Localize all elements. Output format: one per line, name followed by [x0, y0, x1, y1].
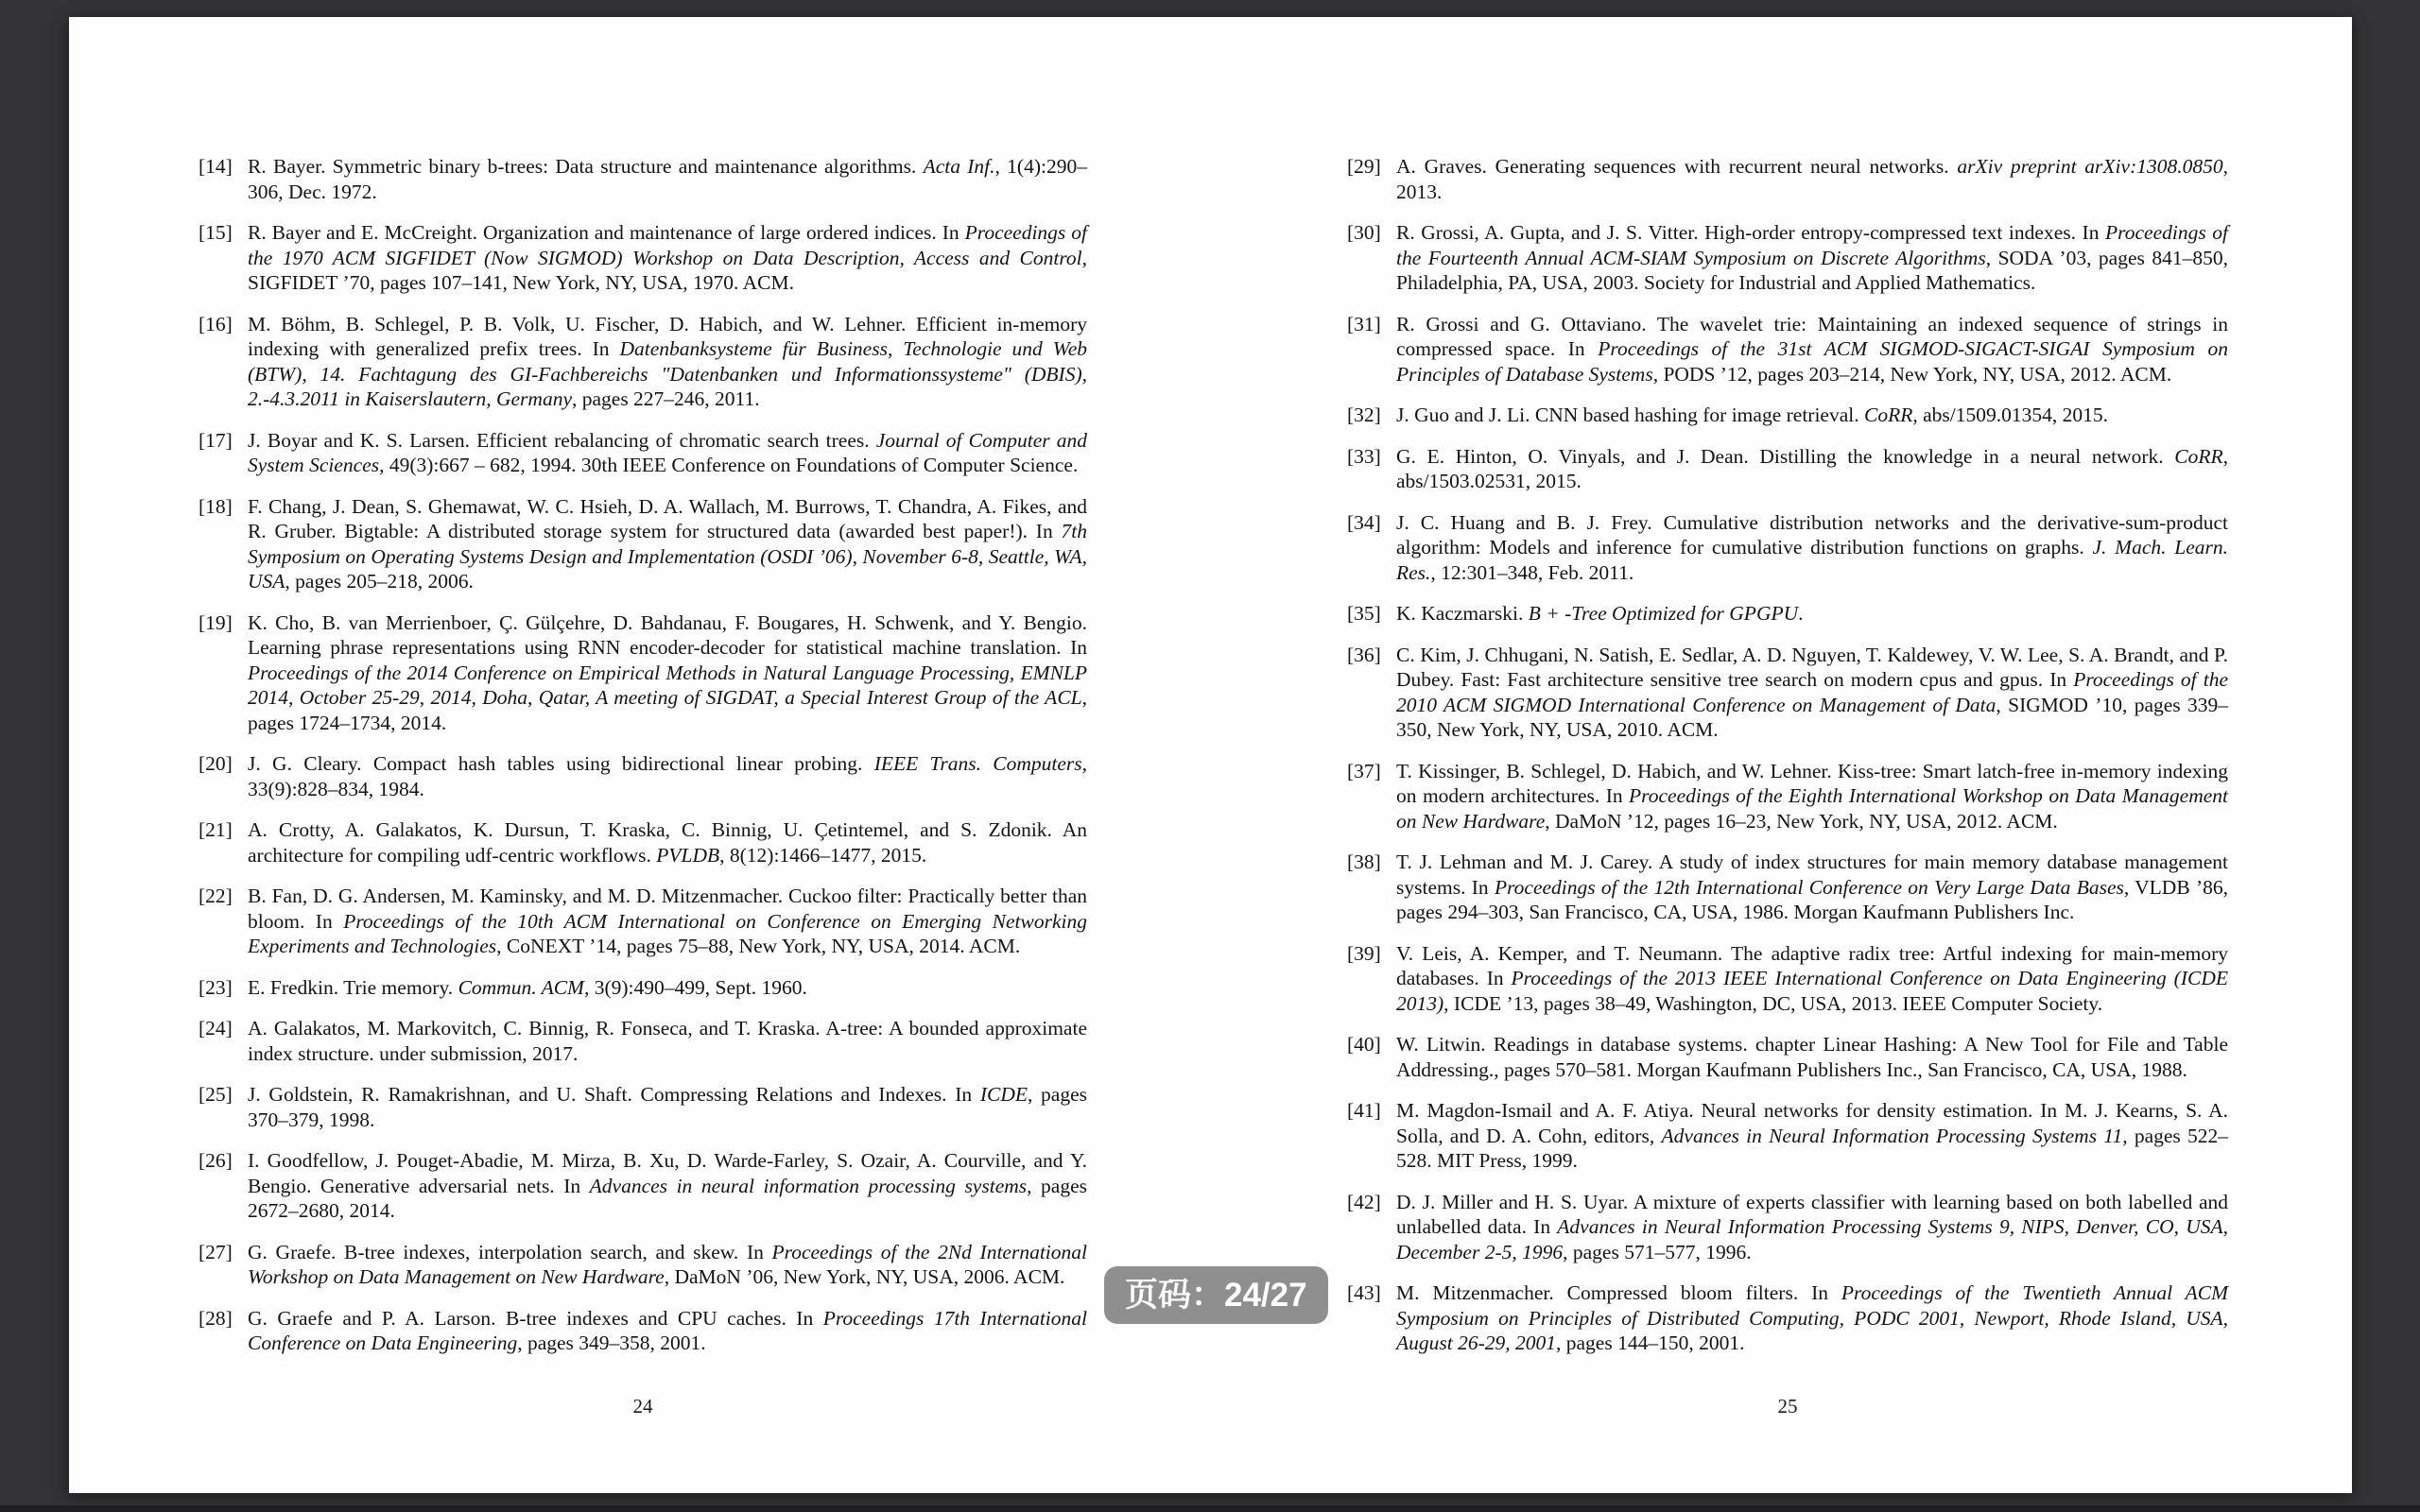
reference-text: , DaMoN ’06, New York, NY, USA, 2006. ACM. [664, 1265, 1065, 1288]
reference-number: [31] [1347, 312, 1381, 335]
reference-text: , ICDE ’13, pages 38–49, Washington, DC, USA, 2013. IEEE Computer Society. [1443, 991, 2103, 1015]
reference-item [199, 1082, 1087, 1132]
reference-venue-italic: Proceedings of the Twentieth Annual ACM Symposium on Principles of Distributed Computing, PODC 2001, Newport, Rhode Island, USA, August 26-29, 2001 [1396, 1281, 2228, 1354]
reference-item [199, 1306, 1087, 1356]
reference-text: , VLDB ’86, pages 294–303, San Francisco, CA, USA, 1986. Morgan Kaufmann Publishers Inc. [1396, 875, 2228, 923]
reference-text: C. Kim, J. Chhugani, N. Satish, E. Sedlar, A. D. Nguyen, T. Kaldewey, V. W. Lee, S. A. Brandt, and P. Dubey. Fast: Fast architecture sensitive tree search on modern cpus and gpus. In [1396, 643, 2228, 691]
reference-venue-italic: PVLDB [656, 843, 720, 867]
reference-number: [26] [199, 1149, 233, 1172]
reference-item [1347, 643, 2228, 743]
reference-text: J. Boyar and K. S. Larsen. Efficient rebalancing of chromatic search trees. [248, 428, 876, 452]
reference-venue-italic: Proceedings of the Eighth International Workshop on Data Management on New Hardware [1396, 784, 2228, 833]
reference-venue-italic: CoRR [1863, 404, 1913, 426]
reference-number: [38] [1347, 850, 1381, 873]
reference-number: [42] [1347, 1190, 1381, 1213]
reference-number: [39] [1347, 941, 1381, 965]
reference-text: , pages 2672–2680, 2014. [248, 1174, 1087, 1222]
reference-text: , pages 1724–1734, 2014. [248, 686, 1087, 734]
reference-text: , pages 144–150, 2001. [1556, 1332, 1745, 1354]
reference-venue-italic: Proceedings of the 12th International Conference on Very Large Data Bases [1494, 875, 2124, 899]
reference-item [1347, 1098, 2228, 1174]
reference-venue-italic: 7th Symposium on Operating Systems Design and Implementation (OSDI ’06), November 6-8, Seattle, WA, USA [248, 520, 1087, 593]
reference-text: R. Bayer. Symmetric binary b-trees: Data structure and maintenance algorithms. [248, 155, 924, 178]
reference-text: J. G. Cleary. Compact hash tables using bidirectional linear probing. [248, 752, 874, 775]
reference-number: [33] [1347, 444, 1381, 468]
reference-item [1347, 601, 2228, 627]
reference-text: , pages 571–577, 1996. [1563, 1240, 1752, 1263]
reference-text: . [1798, 602, 1804, 625]
reference-number: [20] [199, 752, 233, 775]
reference-venue-italic: Advances in Neural Information Processing Systems 9, NIPS, Denver, CO, USA, December 2-5, 1996 [1396, 1215, 2228, 1263]
references-list-right [1347, 154, 2228, 1372]
reference-venue-italic: Proceedings of the 2010 ACM SIGMOD International Conference on Management of Data [1396, 668, 2228, 716]
reference-venue-italic: arXiv preprint arXiv:1308.0850 [1957, 155, 2223, 178]
reference-text: M. Mitzenmacher. Compressed bloom filters. In [1396, 1281, 1841, 1304]
reference-text: T. J. Lehman and M. J. Carey. A study of index structures for main memory database management systems. In [1396, 850, 2228, 899]
reference-text: A. Graves. Generating sequences with recurrent neural networks. [1396, 155, 1958, 178]
reference-venue-italic: Advances in Neural Information Processing Systems 11 [1661, 1124, 2123, 1147]
reference-item [199, 1016, 1087, 1066]
reference-item [1347, 312, 2228, 387]
page-indicator-overlay [1104, 1266, 1328, 1324]
reference-number: [43] [1347, 1281, 1381, 1304]
reference-number: [16] [199, 312, 233, 335]
reference-number: [29] [1347, 155, 1381, 178]
reference-text: A. Galakatos, M. Markovitch, C. Binnig, R. Fonseca, and T. Kraska. A-tree: A bounded approximate index structure. under submission, 2017. [248, 1017, 1087, 1065]
reference-text: A. Crotty, A. Galakatos, K. Dursun, T. Kraska, C. Binnig, U. Çetintemel, and S. Zdonik. An architecture for compiling udf-centric workflows. [248, 818, 1087, 867]
reference-venue-italic: Proceedings 17th International Conference on Data Engineering [248, 1306, 1087, 1354]
reference-number: [41] [1347, 1099, 1381, 1122]
reference-text: , 12:301–348, Feb. 2011. [1430, 560, 1634, 584]
reference-item [1347, 444, 2228, 494]
reference-number: [18] [199, 494, 233, 518]
reference-item [1347, 220, 2228, 296]
reference-text: , 1(4):290–306, Dec. 1972. [248, 155, 1087, 203]
reference-text: K. Cho, B. van Merrienboer, Ç. Gülçehre, D. Bahdanau, F. Bougares, H. Schwenk, and Y. Bengio. Learning phrase representations using RNN encoder-decoder for statistical machine translation. In [248, 610, 1087, 659]
reference-item [199, 312, 1087, 412]
reference-text: , abs/1503.02531, 2015. [1396, 444, 2228, 492]
reference-item [199, 884, 1087, 959]
reference-venue-italic: Journal of Computer and System Sciences [248, 428, 1087, 476]
reference-venue-italic: J. Mach. Learn. Res. [1396, 536, 2228, 584]
reference-item [199, 975, 1087, 1001]
reference-text: F. Chang, J. Dean, S. Ghemawat, W. C. Hsieh, D. A. Wallach, M. Burrows, T. Chandra, A. Fikes, and R. Gruber. Bigtable: A distributed storage system for structured data (awarded best paper!). In [248, 494, 1087, 542]
reference-venue-italic: Advances in neural information processing systems [589, 1174, 1028, 1197]
reference-venue-italic: Proceedings of the 2014 Conference on Empirical Methods in Natural Language Processing, EMNLP 2014, October 25-29, 2014, Doha, Qatar, A meeting of SIGDAT, a Special Interest Group of the ACL [248, 661, 1087, 709]
reference-text: D. J. Miller and H. S. Uyar. A mixture of experts classifier with learning based on both labelled and unlabelled data. In [1396, 1190, 2228, 1238]
reference-venue-italic: B + -Tree Optimized for GPGPU [1528, 602, 1799, 625]
reference-item [199, 220, 1087, 296]
reference-text: V. Leis, A. Kemper, and T. Neumann. The adaptive radix tree: Artful indexing for main-memory databases. In [1396, 941, 2228, 989]
reference-text: , 2013. [1396, 155, 2228, 203]
reference-number: [37] [1347, 759, 1381, 782]
reference-text: K. Kaczmarski. [1396, 602, 1529, 625]
reference-text: M. Böhm, B. Schlegel, P. B. Volk, U. Fischer, D. Habich, and W. Lehner. Efficient in-memory indexing with generalized prefix trees. In [248, 312, 1087, 360]
reference-item [199, 428, 1087, 478]
reference-text: , 49(3):667 – 682, 1994. 30th IEEE Conference on Foundations of Computer Science. [379, 454, 1079, 476]
reference-text: M. Magdon-Ismail and A. F. Atiya. Neural networks for density estimation. In M. J. Kearns, S. A. Solla, and D. A. Cohn, editors, [1396, 1099, 2228, 1147]
reference-text: , 33(9):828–834, 1984. [248, 752, 1087, 800]
reference-number: [19] [199, 610, 233, 634]
reference-text: , DaMoN ’12, pages 16–23, New York, NY, USA, 2012. ACM. [1545, 809, 2058, 833]
bottom-edge-strip [0, 1505, 2420, 1512]
reference-text: R. Grossi and G. Ottaviano. The wavelet trie: Maintaining an indexed sequence of strings in compressed space. In [1396, 312, 2228, 360]
reference-item [199, 494, 1087, 594]
reference-text: , SIGMOD ’10, pages 339–350, New York, NY, USA, 2010. ACM. [1396, 693, 2228, 741]
reference-text: J. Guo and J. Li. CNN based hashing for image retrieval. [1396, 404, 1864, 426]
reference-text: , pages 370–379, 1998. [248, 1083, 1087, 1131]
reference-item [1347, 1032, 2228, 1082]
reference-number: [17] [199, 428, 233, 452]
reference-item [199, 1148, 1087, 1224]
reference-text: , PODS ’12, pages 203–214, New York, NY, USA, 2012. ACM. [1652, 362, 2172, 386]
reference-number: [28] [199, 1306, 233, 1330]
reference-text: , pages 205–218, 2006. [285, 570, 474, 593]
reference-item [1347, 510, 2228, 586]
reference-text: E. Fredkin. Trie memory. [248, 975, 458, 999]
reference-number: [32] [1347, 404, 1381, 426]
reference-item [199, 817, 1087, 868]
reference-venue-italic: ICDE [979, 1083, 1028, 1106]
reference-text: , CoNEXT ’14, pages 75–88, New York, NY, USA, 2014. ACM. [496, 935, 1021, 957]
reference-item [199, 154, 1087, 204]
reference-venue-italic: Datenbanksysteme für Business, Technologie und Web (BTW), 14. Fachtagung des GI-Fachbereichs "Datenbanken und Informationssysteme" (DBIS), 2.-4.3.2011 in Kaiserslautern, Germany [248, 337, 1087, 410]
reference-venue-italic: Proceedings of the Fourteenth Annual ACM-SIAM Symposium on Discrete Algorithms [1396, 221, 2228, 269]
reference-venue-italic: Proceedings of the 1970 ACM SIGFIDET (Now SIGMOD) Workshop on Data Description, Access and Control [248, 221, 1087, 269]
reference-number: [23] [199, 975, 233, 999]
reference-venue-italic: Proceedings of the 10th ACM International on Conference on Emerging Networking Experiments and Technologies [248, 909, 1087, 957]
reference-number: [22] [199, 885, 233, 907]
reference-number: [36] [1347, 643, 1381, 666]
reference-number: [30] [1347, 221, 1381, 244]
reference-venue-italic: Proceedings of the 2013 IEEE International Conference on Data Engineering (ICDE 2013) [1396, 967, 2228, 1015]
reference-text: , abs/1509.01354, 2015. [1912, 404, 2108, 426]
reference-text: , 8(12):1466–1477, 2015. [719, 843, 927, 867]
reference-venue-italic: Proceedings of the 31st ACM SIGMOD-SIGACT-SIGAI Symposium on Principles of Database Systems [1396, 337, 2229, 386]
reference-item [199, 751, 1087, 801]
reference-text: G. Graefe. B-tree indexes, interpolation search, and skew. In [248, 1240, 772, 1263]
reference-text: R. Grossi, A. Gupta, and J. S. Vitter. High-order entropy-compressed text indexes. In [1396, 221, 2106, 244]
reference-number: [14] [199, 155, 233, 178]
reference-number: [25] [199, 1083, 233, 1106]
reference-text: R. Bayer and E. McCreight. Organization and maintenance of large ordered indices. In [248, 221, 965, 244]
reference-text: J. Goldstein, R. Ramakrishnan, and U. Shaft. Compressing Relations and Indexes. In [248, 1083, 980, 1106]
reference-number: [15] [199, 221, 233, 244]
references-list-left [199, 154, 1087, 1372]
reference-item [1347, 1280, 2228, 1356]
reference-venue-italic: IEEE Trans. Computers [873, 752, 1082, 775]
reference-number: [27] [199, 1240, 233, 1263]
reference-text: , 3(9):490–499, Sept. 1960. [583, 975, 807, 999]
reference-text: , SODA ’03, pages 841–850, Philadelphia, PA, USA, 2003. Society for Industrial and Applied Mathematics. [1396, 246, 2228, 294]
reference-venue-italic: Acta Inf. [923, 155, 995, 178]
reference-item [1347, 850, 2228, 925]
reference-text: , pages 349–358, 2001. [517, 1332, 706, 1354]
page-indicator-text: 页码：24/27 [1125, 1277, 1307, 1314]
reference-text: G. Graefe and P. A. Larson. B-tree indexes and CPU caches. In [248, 1306, 823, 1330]
reference-number: [21] [199, 818, 233, 841]
reference-text: B. Fan, D. G. Andersen, M. Kaminsky, and M. D. Mitzenmacher. Cuckoo filter: Practically better than bloom. In [248, 885, 1087, 933]
reference-text: T. Kissinger, B. Schlegel, D. Habich, and W. Lehner. Kiss-tree: Smart latch-free in-memory indexing on modern architectures. In [1396, 759, 2228, 807]
reference-item [1347, 403, 2228, 428]
reference-text: J. C. Huang and B. J. Frey. Cumulative distribution networks and the derivative-sum-product algorithm: Models and inference for cumulative distribution functions on graphs. [1396, 510, 2228, 558]
reference-item [1347, 941, 2228, 1017]
reference-text: G. E. Hinton, O. Vinyals, and J. Dean. Distilling the knowledge in a neural network. [1396, 444, 2175, 468]
reference-text: , pages 522–528. MIT Press, 1999. [1396, 1124, 2229, 1172]
reference-venue-italic: Commun. ACM [458, 975, 584, 999]
reference-text: , pages 227–246, 2011. [571, 387, 760, 410]
page-number-left: 24 [632, 1395, 653, 1418]
reference-item [199, 1240, 1087, 1290]
reference-item [199, 610, 1087, 736]
reference-text: W. Litwin. Readings in database systems. chapter Linear Hashing: A New Tool for File and Table Addressing., pages 570–581. Morgan Kaufmann Publishers Inc., San Francisco, CA, USA, 1988. [1396, 1033, 2228, 1081]
page-number-right: 25 [1777, 1395, 1798, 1418]
reference-number: [40] [1347, 1033, 1381, 1056]
reference-item [1347, 759, 2228, 834]
reference-number: [24] [199, 1017, 233, 1040]
reference-number: [34] [1347, 510, 1381, 534]
reference-item [1347, 1190, 2228, 1265]
reference-item [1347, 154, 2228, 204]
reference-venue-italic: Proceedings of the 2Nd International Workshop on Data Management on New Hardware [248, 1240, 1088, 1288]
reference-text: I. Goodfellow, J. Pouget-Abadie, M. Mirza, B. Xu, D. Warde-Farley, S. Ozair, A. Courville, and Y. Bengio. Generative adversarial nets. In [248, 1149, 1087, 1197]
reference-number: [35] [1347, 602, 1381, 625]
reference-text: , SIGFIDET ’70, pages 107–141, New York, NY, USA, 1970. ACM. [248, 246, 1087, 294]
reference-venue-italic: CoRR [2174, 444, 2223, 468]
